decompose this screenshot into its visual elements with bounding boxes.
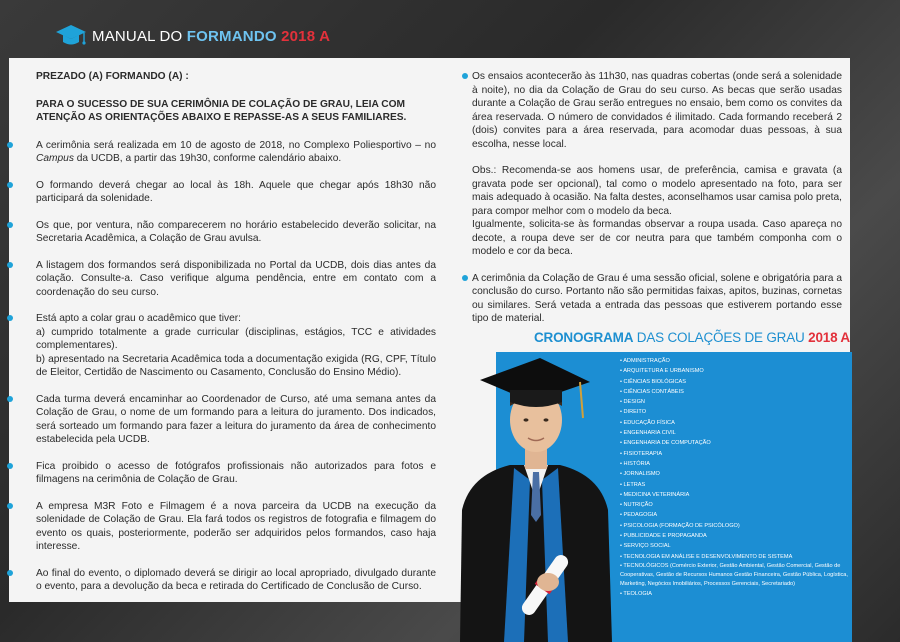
- bullet-icon: [7, 396, 13, 402]
- course-item: • PEDAGOGIA: [620, 512, 658, 519]
- list-item: Os ensaios acontecerão às 11h30, nas quadras cobertas (onde será a solenidade à noite), no dia da Colação de Grau do seu curso. As becas que serão usadas durante a Colação de Grau serão entregues no ensaio, bem como os convites da área reservada. O número de convidados é ilimitado. Cada formando receberá 2 (dois) convites para a área reservada, para acomodar duas pessoas, à sua escolha, nesse local.: [472, 70, 842, 151]
- manual-title: [92, 28, 330, 45]
- left-column: [36, 70, 436, 607]
- list-item: A cerimônia da Colação de Grau é uma sessão oficial, solene e obrigatória para a conclusão do curso. Portanto não são permitidas faixas, apitos, buzinas, cornetas ou similares. Será vetada a entrada das pessoas que estiverem portando esse tipo de material.: [472, 272, 842, 326]
- bullet-icon: [7, 262, 13, 268]
- bullet-icon: [7, 315, 13, 321]
- course-item: • ENGENHARIA DE COMPUTAÇÃO: [620, 440, 711, 447]
- graduate-photo: [440, 340, 630, 642]
- course-item: • LETRAS: [620, 481, 646, 488]
- bullet-icon: [7, 570, 13, 576]
- course-item: • NUTRIÇÃO: [620, 502, 653, 509]
- course-item: • PSICOLOGIA (FORMAÇÃO DE PSICÓLOGO): [620, 522, 740, 529]
- course-item: • TECNOLÓGICOS (Comércio Exterior, Gestão Ambiental, Gestão Comercial, Gestão de Cooperativas, Gestão de Recursos Humanos Gestão Financeira, Gestão Pública, Logística, Marketing, Negócios Imobiliários, Processos Gerenciais, Secretariado): [620, 562, 848, 587]
- list-item: O formando deverá chegar ao local às 18h. Aquele que chegar após 18h30 não participará da solenidade.: [36, 179, 436, 206]
- list-item: A listagem dos formandos será disponibilizada no Portal da UCDB, dois dias antes da colação. Consulte-a. Caso verifique alguma pendência, entre em contato com a coordenação do seu curso.: [36, 259, 436, 300]
- list-item: A cerimônia será realizada em 10 de agosto de 2018, no Complexo Poliesportivo – no Campus da UCDB, a partir das 19h30, conforme calendário abaixo.: [36, 139, 436, 166]
- course-item: • HISTÓRIA: [620, 460, 650, 467]
- right-column: [472, 70, 842, 339]
- list-item: Fica proibido o acesso de fotógrafos profissionais não autorizados para fotos e filmagens na cerimônia de Colação de Grau.: [36, 460, 436, 487]
- course-item: • FISIOTERAPIA: [620, 450, 663, 457]
- course-item: • TECNOLOGIA EM ANÁLISE E DESENVOLVIMENTO DE SISTEMA: [620, 553, 793, 560]
- list-item: Os que, por ventura, não comparecerem no horário estabelecido deverão solicitar, na Secretaria Acadêmica, a Colação de Grau avulsa.: [36, 219, 436, 246]
- list-item: A empresa M3R Foto e Filmagem é a nova parceira da UCDB na execução da solenidade de Colação de Grau. Ela fará todos os registros de fotografia e filmagem do evento os quais, posteriormente, poderão ser adquiridos pelos formandos, caso haja interesse.: [36, 500, 436, 554]
- course-item: • SERVIÇO SOCIAL: [620, 543, 671, 550]
- title-part-3: 2018 A: [276, 27, 331, 45]
- bullet-icon: [7, 503, 13, 509]
- course-item: • TEOLOGIA: [620, 590, 653, 597]
- header: [54, 22, 330, 50]
- course-item: • ADMINISTRAÇÃO: [620, 358, 670, 364]
- course-item: • ENGENHARIA CIVIL: [620, 430, 676, 437]
- course-item: • CIÊNCIAS BIOLÓGICAS: [620, 378, 686, 385]
- course-item: • CIÊNCIAS CONTÁBEIS: [620, 388, 684, 395]
- course-item: • DESIGN: [620, 399, 645, 406]
- graduation-cap-icon: [54, 23, 88, 49]
- list-item: Cada turma deverá encaminhar ao Coordenador de Curso, até uma semana antes da Colação de Grau, o nome de um formando para a leitura do juramento. Dos indicados, será sorteado um formando para fazer a leitura do juramento da área de conhecimento estabelecida pela UCDB.: [36, 393, 436, 447]
- bullet-icon: [7, 463, 13, 469]
- bullet-icon: [7, 142, 13, 148]
- list-item: Ao final do evento, o diplomado deverá se dirigir ao local apropriado, divulgado durante o evento, para a devolução da beca e retirada do Certificado de Conclusão de Curso.: [36, 567, 436, 594]
- course-item: • EDUCAÇÃO FÍSICA: [620, 419, 675, 426]
- greeting: PREZADO (A) FORMANDO (A) :: [36, 71, 189, 82]
- cronograma-title: CRONOGRAMA DAS COLAÇÕES DE GRAU 2018 A: [534, 330, 850, 345]
- bullet-icon: [462, 275, 468, 281]
- course-item: • PUBLICIDADE E PROPAGANDA: [620, 533, 707, 540]
- course-item: • MEDICINA VETERINÁRIA: [620, 491, 690, 498]
- bullet-icon: [7, 182, 13, 188]
- bullet-icon: [7, 222, 13, 228]
- course-list: [620, 356, 850, 599]
- list-item: Está apto a colar grau o acadêmico que tiver: a) cumprido totalmente a grade curricular (disciplinas, estágios, TCC e atividades complementares). b) apresentado na Secretaria Acadêmica toda a documentação exigida (RG, CPF, Título de Eleitor, Certidão de Nascimento ou Casamento, Conclusão do Ensino Médio).: [36, 312, 436, 380]
- title-part-2: FORMANDO: [186, 27, 277, 45]
- observation-note: Obs.: Recomenda-se aos homens usar, de preferência, camisa e gravata (a gravata pode ser opcional), tal como o modelo apresentado na foto, para ser mais adequado à ocasião. Na falta destes, aconselhamos usar camisa polo preta, para compor melhor com o modelo da beca. Igualmente, solicita-se às formandas observar a roupa usada. Caso apareça no decote, a roupa deve ser de cor neutra para que também componha com o modelo e cor da beca.: [472, 165, 842, 257]
- intro-heading: PARA O SUCESSO DE SUA CERIMÔNIA DE COLAÇÃO DE GRAU, LEIA COM ATENÇÃO AS ORIENTAÇÕES ABAIXO E REPASSE-AS A SEUS FAMILIARES.: [36, 98, 407, 123]
- course-item: • DIREITO: [620, 409, 647, 416]
- bullet-icon: [462, 73, 468, 79]
- course-item: • JORNALISMO: [620, 471, 660, 478]
- title-part-1: MANUAL DO: [92, 27, 187, 45]
- course-item: • ARQUITETURA E URBANISMO: [620, 368, 704, 375]
